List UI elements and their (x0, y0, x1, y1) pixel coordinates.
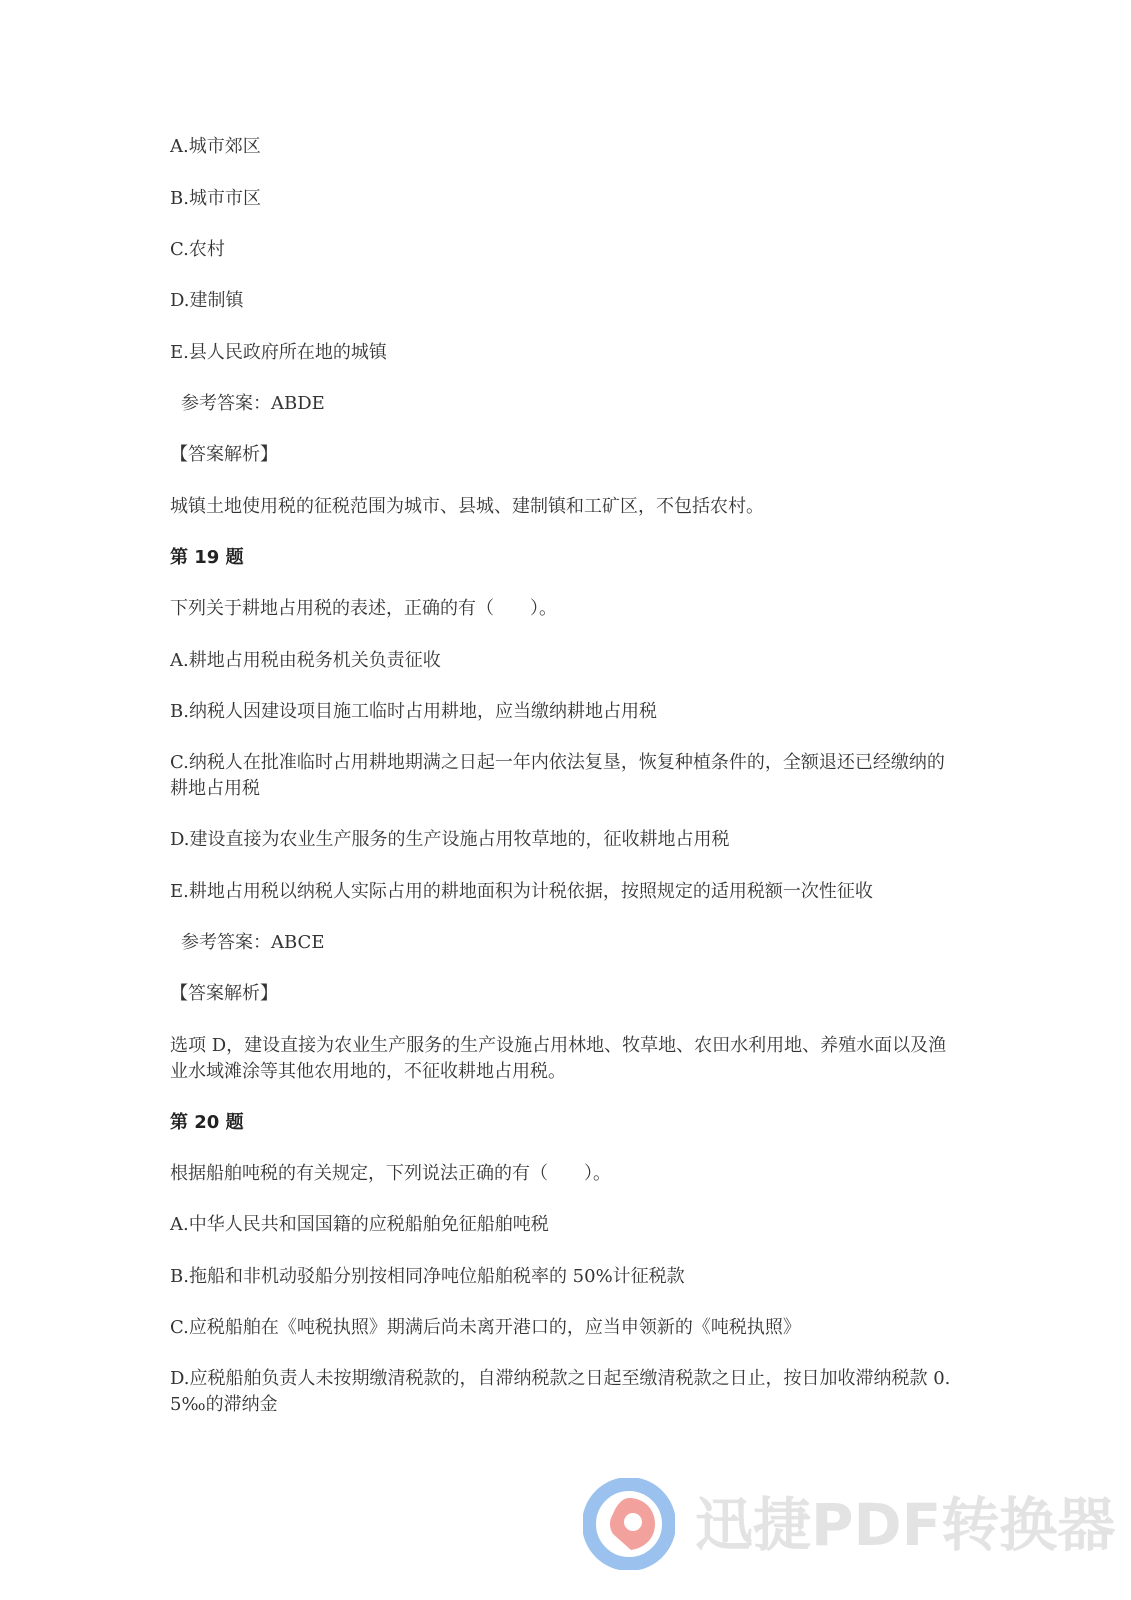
q18-analysis-title: 【答案解析】 (170, 444, 278, 465)
q20-option-c: C.应税船舶在《吨税执照》期满后尚未离开港口的，应当申领新的《吨税执照》 (170, 1317, 801, 1338)
q19-answer: 参考答案：ABCE (181, 932, 325, 953)
q19-analysis: 选项 D，建设直接为农业生产服务的生产设施占用林地、牧草地、农田水利用地、养殖水面以及渔业水域滩涂等其他农用地的，不征收耕地占用税。 (170, 1035, 947, 1082)
q18-option-d: D.建制镇 (170, 290, 244, 311)
q19-option-a: A.耕地占用税由税务机关负责征收 (170, 650, 441, 671)
watermark-text: 迅捷PDF转换器 (695, 1491, 1116, 1559)
q20-question: 根据船舶吨税的有关规定，下列说法正确的有（ ）。 (170, 1163, 611, 1184)
q19-option-d: D.建设直接为农业生产服务的生产设施占用牧草地的，征收耕地占用税 (170, 829, 730, 850)
q20-option-d: D.应税船舶负责人未按期缴清税款的，自滞纳税款之日起至缴清税款之日止，按日加收滞纳税款 0.5‰的滞纳金 (170, 1368, 951, 1415)
q20-heading: 第 20 题 (170, 1112, 244, 1133)
q18-answer: 参考答案：ABDE (181, 393, 325, 414)
q18-option-e: E.县人民政府所在地的城镇 (170, 342, 387, 363)
q19-option-c: C.纳税人在批准临时占用耕地期满之日起一年内依法复垦，恢复种植条件的，全额退还已经缴纳的耕地占用税 (170, 752, 945, 799)
q19-option-e: E.耕地占用税以纳税人实际占用的耕地面积为计税依据，按照规定的适用税额一次性征收 (170, 881, 873, 902)
q19-heading: 第 19 题 (170, 547, 244, 568)
q18-option-b: B.城市市区 (170, 188, 261, 209)
q19-analysis-title: 【答案解析】 (170, 983, 278, 1004)
q18-option-a: A.城市郊区 (170, 136, 261, 157)
watermark (583, 1478, 1116, 1588)
q18-option-c: C.农村 (170, 239, 225, 260)
pdf-converter-logo-icon (583, 1478, 675, 1570)
q18-analysis: 城镇土地使用税的征税范围为城市、县城、建制镇和工矿区，不包括农村。 (170, 496, 764, 517)
q19-question: 下列关于耕地占用税的表述，正确的有（ ）。 (170, 598, 557, 619)
q19-option-b: B.纳税人因建设项目施工临时占用耕地，应当缴纳耕地占用税 (170, 701, 657, 722)
q20-option-b: B.拖船和非机动驳船分别按相同净吨位船舶税率的 50%计征税款 (170, 1266, 685, 1287)
q20-option-a: A.中华人民共和国国籍的应税船舶免征船舶吨税 (170, 1214, 549, 1235)
